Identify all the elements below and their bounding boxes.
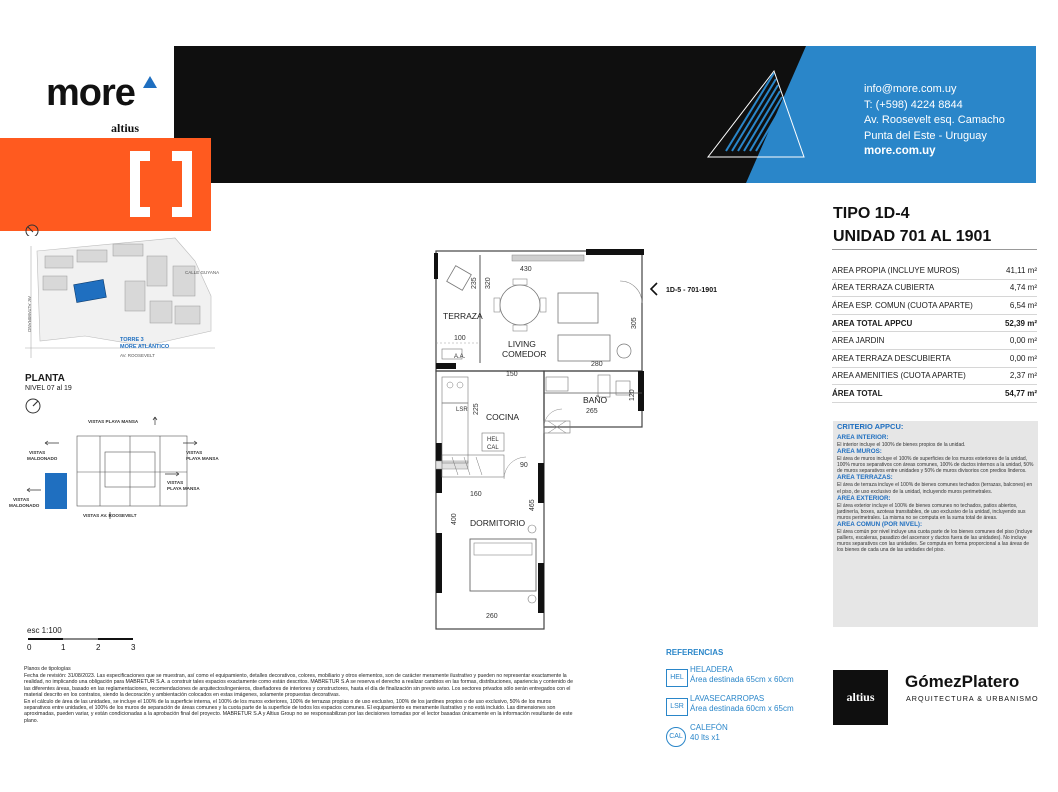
- ref-code: HEL: [666, 669, 688, 687]
- criterio-heading: AREA INTERIOR:: [837, 434, 889, 442]
- logo-triangle-icon: [143, 76, 157, 88]
- views-diagram: [5, 412, 225, 522]
- dim-320: 320: [485, 277, 492, 289]
- scale-tick-3: 3: [131, 643, 136, 652]
- scale-tick-1: 1: [61, 643, 66, 652]
- room-bano: BAÑO: [583, 395, 608, 405]
- area-value: 54,77 m²: [1004, 388, 1037, 398]
- building-label: MORE ATLÁNTICO: [120, 344, 170, 350]
- area-value: 52,39 m²: [1004, 318, 1037, 328]
- tipo-line1: TIPO 1D-4: [833, 205, 910, 222]
- room-living: LIVING: [508, 339, 536, 349]
- area-label: ÁREA TERRAZA CUBIERTA: [832, 283, 935, 293]
- area-label: AREA PROPIA (INCLUYE MUROS): [832, 265, 960, 275]
- area-row: [832, 350, 1037, 368]
- criterio-text: El área de muros incluye el 100% de superficies de los muros exteriores de la unidad, 100% muros separativos con áreas comunes, 100% de ductos internos a la unidad, 50% de muros separativos entre unidades y 50% de muros divisorios con predios linderos.: [837, 456, 1034, 475]
- area-value: 0,00 m²: [1009, 336, 1037, 346]
- dim-160: 160: [470, 491, 482, 498]
- area-row: [832, 262, 1037, 280]
- area-value: 2,37 m²: [1009, 371, 1037, 381]
- hel-tag: HEL: [487, 437, 499, 443]
- referencias: [666, 648, 826, 750]
- referencias-title: REFERENCIAS: [666, 648, 724, 657]
- nivel-label: NIVEL 07 al 19: [25, 385, 72, 392]
- dim-150: 150: [506, 371, 518, 378]
- tower-label: TORRE 3: [120, 337, 144, 343]
- ref-item-calefon: [666, 721, 826, 750]
- view-right-2: PLAYA MANSA: [186, 456, 219, 461]
- dim-430: 430: [520, 266, 532, 273]
- area-value: 4,74 m²: [1009, 283, 1037, 293]
- area-label: AREA JARDIN: [832, 336, 885, 346]
- gomez-platero-subtitle: ARQUITECTURA & URBANISMO: [906, 694, 1039, 703]
- ref-name: CALEFÓN: [690, 723, 728, 732]
- view-top: VISTAS PLAYA MANSA: [88, 419, 139, 424]
- brackets-icon: [128, 151, 194, 217]
- area-row: [832, 297, 1037, 315]
- ref-code: LSR: [666, 698, 688, 716]
- contact-web[interactable]: more.com.uy: [864, 145, 936, 157]
- unit-ref: 1D-5 - 701-1901: [666, 287, 717, 294]
- criterio-heading: AREA MUROS:: [837, 448, 882, 456]
- dim-400: 400: [451, 513, 458, 525]
- ref-name: HELADERA: [690, 665, 734, 674]
- dim-305: 305: [631, 317, 638, 329]
- area-value: 6,54 m²: [1009, 300, 1037, 310]
- lsr-tag: LSR: [456, 407, 468, 413]
- contact-email[interactable]: info@more.com.uy: [864, 83, 957, 95]
- ref-item-heladera: [666, 663, 826, 692]
- scale-tick-0: 0: [27, 643, 32, 652]
- street-side: AV. ALTAMIRANO: [27, 296, 32, 333]
- dim-265: 265: [586, 408, 598, 415]
- room-terraza: TERRAZA: [443, 311, 483, 321]
- criterio-box: [833, 421, 1038, 627]
- area-row: [832, 368, 1037, 386]
- contact-address: Av. Roosevelt esq. Camacho: [864, 114, 1005, 126]
- area-row-total: [832, 315, 1037, 333]
- notes-paragraph-2: En el cálculo de área de las unidades, se incluye el 100% de la superficie interna, el 100% de los muros exteriores, 100% de terrazas propias o de uso exclusivo, 100% de los jardines propios o de uso exclusivo, 50% de los muros separativos entre unidades, el 100% de los muros de separación de áreas comunes y la cuota parte de la superficie de todos los espacios comunes. El equipamiento es meramente ilustrativo y no está incluido. Las dimensiones son aproximadas, pueden variar, y están condicionadas a la aprobación final del proyecto. MABRETUR S.A y Altius Group no se responsabilizan por las decisiones tomadas por el lector basadas únicamente en la información resultante de este plano.: [24, 699, 573, 724]
- view-bottom: VISTAS AV. ROOSEVELT: [83, 513, 137, 518]
- area-value: 0,00 m²: [1009, 353, 1037, 363]
- dim-100: 100: [454, 335, 466, 342]
- pyramid-mark-icon: [704, 71, 804, 161]
- ref-code: CAL: [666, 727, 686, 747]
- notes-title: Planos de tipologías: [24, 666, 71, 672]
- area-label: AREA AMENITIES (CUOTA APARTE): [832, 371, 966, 381]
- criterio-text: El área común por nivel incluye una cuota parte de los bienes comunes del piso (incluye palliers, escaleras, pasadizo del ascensor y ductos fuera de las unidades). No incluye muros separativos con las unidades. Se computa en forma proporcional a las áreas de los bienes de cada una de las unidades del piso.: [837, 528, 1033, 554]
- title-rule: [832, 249, 1037, 250]
- dim-280: 280: [591, 361, 603, 368]
- scale-bar: [27, 638, 147, 654]
- area-label: AREA TERRAZA DESCUBIERTA: [832, 353, 951, 363]
- site-plan-map: [25, 236, 220, 358]
- scale-label: esc 1:100: [27, 626, 62, 635]
- areas-table: [832, 262, 1037, 403]
- dim-235: 235: [471, 277, 478, 289]
- tipo-line2: UNIDAD 701 AL 1901: [833, 228, 992, 245]
- view-left2-2: MALDONADO: [9, 503, 40, 508]
- ref-desc: Área destinada 60cm x 65cm: [690, 704, 794, 713]
- room-comedor: COMEDOR: [502, 349, 547, 359]
- ref-name: LAVASECARROPAS: [690, 694, 765, 703]
- criterio-text: El área exterior incluye el 100% de bienes comunes no techados, patios abiertos, jardinería, boxes, azoteas transitables, de uso exclusivo de la unidad, incluyendo sus muros perimetrales. La misma no se computa en la suma total de áreas.: [837, 502, 1026, 521]
- dim-260: 260: [486, 613, 498, 620]
- area-label: ÁREA ESP. COMUN (CUOTA APARTE): [832, 300, 973, 310]
- view-right2-2: PLAYA MANSA: [167, 486, 200, 491]
- contact-phone: T: (+598) 4224 8844: [864, 98, 963, 111]
- contact-city: Punta del Este - Uruguay: [864, 129, 987, 142]
- room-dormitorio: DORMITORIO: [470, 518, 526, 528]
- criterio-heading: AREA COMUN (POR NIVEL):: [837, 520, 923, 528]
- area-label: ÁREA TOTAL: [832, 388, 883, 398]
- street-calle: CALLE GUYANA: [185, 270, 220, 275]
- notes-paragraph-1: Fecha de revisión: 31/08/2023. Las especificaciones que se muestran, así como el equipamiento, detalles decorativos, colores, mobiliario y otros elementos, son de carácter meramente ilustrativo y pueden no representar exactamente la realidad, no implicando una obligación para MABRETUR S.A. a construir tales espacios exactamente como están descritos. MABRETUR S.A se reserva el derecho a realizar cambios en las formas, distribuciones, apariencia y contenido de las diferentes áreas, basado en las reglamentaciones, recomendaciones de arquitectos/ingenieros, diseñadores de interiores y constructores, hasta el día de finalización sin previo aviso. Los sectores privados sólo serán entregados con el material descrito en los contratos, siendo la decoración y ambientación colocados en estas imágenes, solamente propuestas decorativas.: [24, 673, 573, 698]
- dim-225: 225: [473, 403, 480, 415]
- criterio-heading: AREA EXTERIOR:: [837, 494, 891, 502]
- contact-block: [864, 82, 1005, 160]
- logo-sub: altius: [111, 121, 140, 135]
- view-right-1: VISTAS: [186, 450, 203, 455]
- view-left-2: MALDONADO: [27, 456, 58, 461]
- ref-desc: 40 lts x1: [690, 733, 720, 742]
- criterio-title: CRITERIO APPCU:: [837, 422, 904, 431]
- view-right2-1: VISTAS: [167, 480, 184, 485]
- area-row: [832, 332, 1037, 350]
- view-left2-1: VISTAS: [13, 497, 30, 502]
- criterio-text: El interior incluye el 100% de bienes propios de la unidad.: [837, 442, 966, 449]
- view-left-1: VISTAS: [29, 450, 46, 455]
- dim-120: 120: [629, 389, 636, 401]
- street-av: AV. ROOSEVELT: [120, 353, 155, 358]
- area-row: [832, 280, 1037, 298]
- area-row-total: [832, 385, 1037, 403]
- logo-text: more: [46, 72, 135, 114]
- gomez-platero-logo[interactable]: GómezPlatero: [905, 672, 1020, 691]
- disclaimer-notes: [24, 666, 576, 725]
- floor-plan: [428, 243, 728, 633]
- scale-block: [27, 626, 136, 652]
- area-value: 41,11 m²: [1006, 265, 1037, 275]
- room-cocina: COCINA: [486, 412, 520, 422]
- area-label: AREA TOTAL APPCU: [832, 318, 913, 328]
- planta-label: PLANTA: [25, 373, 65, 384]
- aa-tag: A.A.: [454, 354, 466, 360]
- dim-90: 90: [520, 462, 528, 469]
- dim-465: 465: [529, 499, 536, 511]
- scale-tick-2: 2: [96, 643, 101, 652]
- criterio-heading: AREA TERRAZAS:: [837, 474, 893, 482]
- ref-desc: Área destinada 65cm x 60cm: [690, 675, 794, 684]
- ref-item-lavasecarropas: [666, 692, 826, 721]
- criterio-text: El área de terraza incluye el 100% de bienes comunes techados (terrazas, balcones) en el piso, de uso exclusivo de la unidad, incluyendo muros perimetrales.: [837, 482, 1033, 495]
- cal-tag: CAL: [487, 445, 499, 451]
- unit-title: [833, 202, 991, 248]
- altius-logo[interactable]: altius: [833, 670, 888, 725]
